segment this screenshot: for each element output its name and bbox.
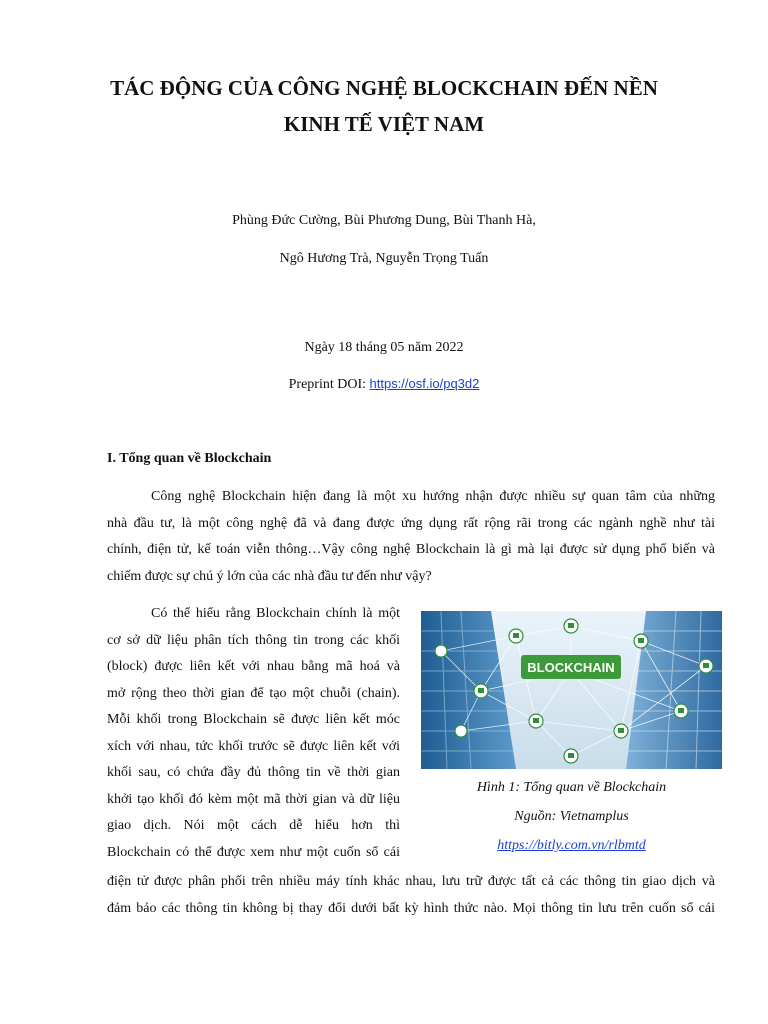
text-line: khối sau, có chứa đầy đủ thông tin về thời gian xyxy=(107,765,400,780)
text-line: Blockchain có thể được xem như một cuốn sổ cái xyxy=(107,844,400,860)
blockchain-network-image xyxy=(421,611,722,769)
figure-source: Nguồn: Vietnamplus xyxy=(514,809,629,824)
text-line: Có thể hiểu rằng Blockchain chính là một xyxy=(151,606,400,621)
text-line: xích với nhau, tức khối trước sẽ được liên kết với xyxy=(107,738,400,754)
text-line: Mỗi khối trong Blockchain sẽ được liên kết móc xyxy=(107,712,400,727)
text-line: mở rộng theo thời gian để tạo một chuỗi (chain). xyxy=(107,685,400,701)
text-line: cơ sở dữ liệu phân tích thông tin trong các khối xyxy=(107,632,400,648)
authors-line-2: Ngô Hương Trà, Nguyễn Trọng Tuấn xyxy=(279,251,489,266)
figure-caption: Hình 1: Tổng quan về Blockchain xyxy=(476,780,667,795)
figure-1 xyxy=(421,611,722,860)
figure-link-line xyxy=(421,831,722,860)
title-line-2: KINH TẾ VIỆT NAM xyxy=(283,112,485,136)
section-heading: I. Tổng quan về Blockchain xyxy=(107,451,272,466)
text-line: khởi tạo khối đó kèm một mã thời gian và dữ liệu xyxy=(107,791,400,807)
title-line-1: TÁC ĐỘNG CỦA CÔNG NGHỆ BLOCKCHAIN ĐẾN NỀN xyxy=(110,76,658,100)
publication-date: Ngày 18 tháng 05 năm 2022 xyxy=(304,340,464,355)
doi-label: Preprint DOI: xyxy=(288,377,370,392)
figure-source-link[interactable]: https://bitly.com.vn/rlbmtd xyxy=(497,838,646,853)
text-line: nhà đầu tư, là một công nghệ đã và đang được ứng dụng rất rộng rãi trong các ngành nghề như tài xyxy=(107,515,715,531)
authors-line-1: Phùng Đức Cường, Bùi Phương Dung, Bùi Thanh Hà, xyxy=(232,213,536,228)
text-line: đảm bảo các thông tin không bị thay đổi dưới bất kỳ hình thức nào. Mọi thông tin lưu trên cuốn sổ cái xyxy=(107,900,715,916)
paragraph-1 xyxy=(107,484,715,590)
text-line: giao dịch. Nói một cách dễ hiểu hơn thì xyxy=(107,818,400,833)
text-line: chiếm được sự chú ý lớn của các nhà đầu tư đến như vậy? xyxy=(107,568,432,584)
blockchain-badge-text: BLOCKCHAIN xyxy=(527,660,615,675)
doi-link[interactable]: https://osf.io/pq3d2 xyxy=(369,376,480,391)
paragraph-3 xyxy=(107,869,715,922)
doi-line xyxy=(0,376,768,393)
text-line: chính, điện tử, kế toán viễn thông…Vậy công nghệ Blockchain là gì mà lại được sử dụng phổ biến và xyxy=(107,542,715,557)
paragraph-2 xyxy=(107,601,400,866)
text-line: Công nghệ Blockchain hiện đang là một xu hướng nhận được nhiều sự quan tâm của những xyxy=(151,489,715,504)
text-line: (block) được liên kết với nhau bằng mã hoá và xyxy=(107,659,400,674)
paper-title xyxy=(60,70,708,142)
text-line: điện tử được phân phối trên nhiều máy tính khác nhau, lưu trữ được tất cả các thông tin giao dịch và xyxy=(107,874,715,889)
